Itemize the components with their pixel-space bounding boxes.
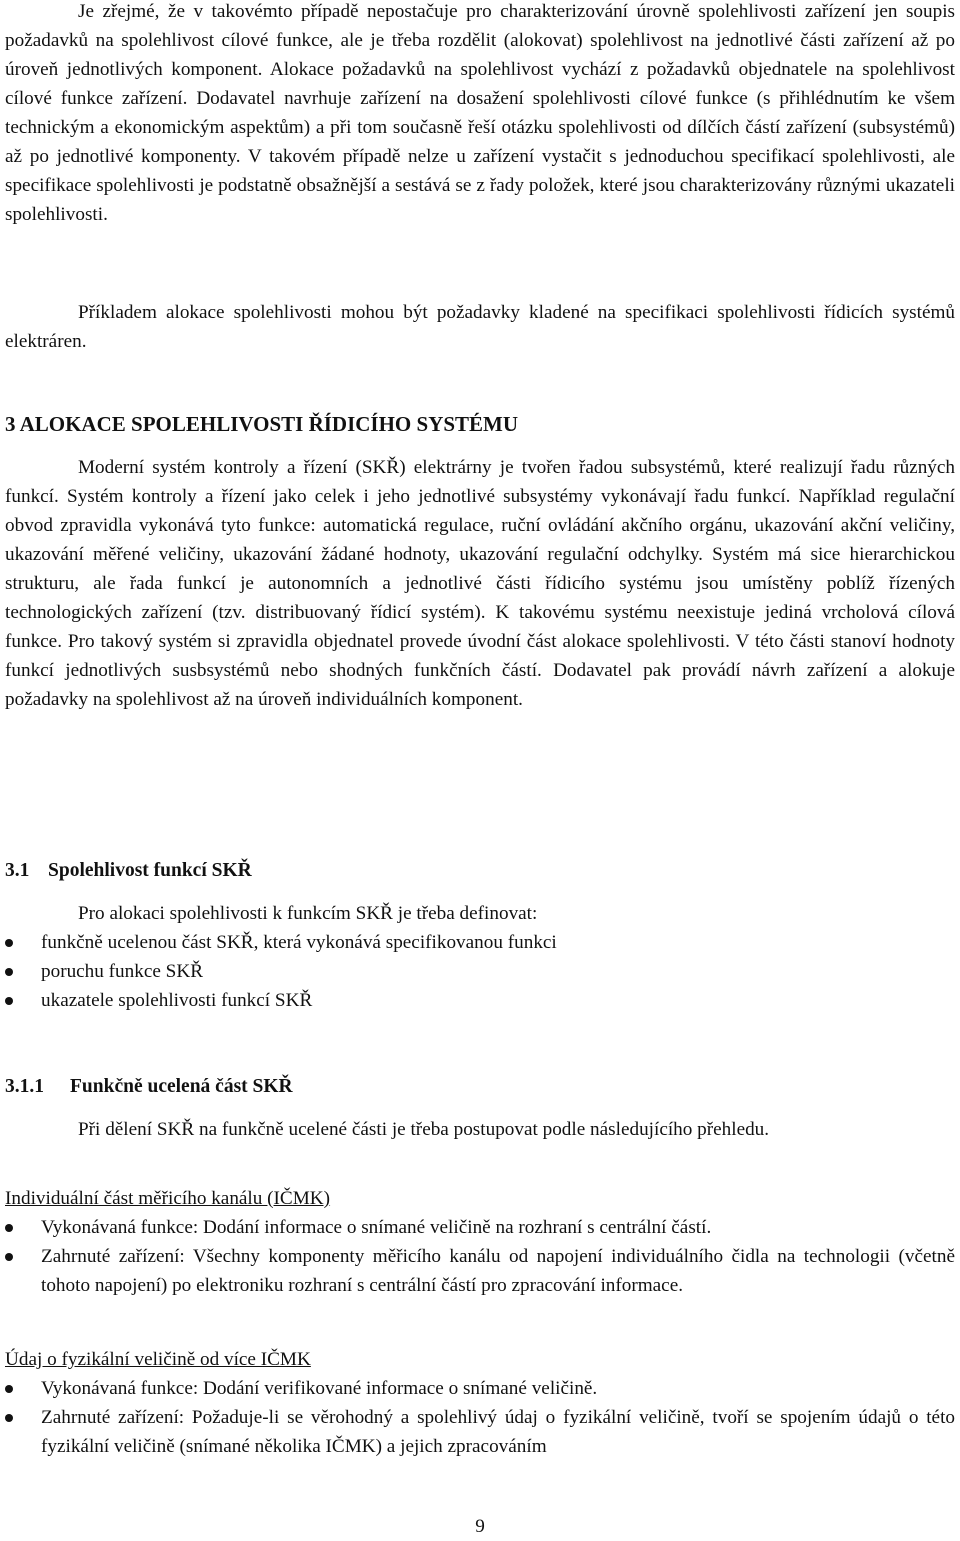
section-number: 3.1.1 [5,1076,44,1097]
bullet-icon [5,968,13,976]
group-list [5,1374,955,1461]
section-number: 3.1 [5,860,30,881]
list-item: Zahrnuté zařízení: Všechny komponenty měřicího kanálu od napojení individuálního čidla na technologii (včetně tohoto napojení) po elektroniku rozhraní s centrální částí pro zpracování informace. [5,1242,955,1300]
bullet-icon [5,939,13,947]
subheading: Individuální část měřicího kanálu (IČMK) [5,1188,331,1209]
subheading: Údaj o fyzikální veličině od více IČMK [5,1349,311,1370]
bullet-icon [5,1253,13,1261]
list-item: funkčně ucelenou část SKŘ, která vykonává specifikovanou funkci [5,928,955,957]
bullet-icon [5,1385,13,1393]
bullet-icon [5,997,13,1005]
list-item: Zahrnuté zařízení: Požaduje-li se věrohodný a spolehlivý údaj o fyzikální veličině, tvoří se spojením údajů o této fyzikální veličině (snímané několika IČMK) a jejich zpracováním [5,1403,955,1461]
list-item: Vykonávaná funkce: Dodání informace o snímané veličině na rozhraní s centrální částí. [5,1213,955,1242]
list-item: ukazatele spolehlivosti funkcí SKŘ [5,986,955,1015]
group-list [5,1213,955,1300]
section-3-1-intro: Pro alokaci spolehlivosti k funkcím SKŘ je třeba definovat: [78,903,538,924]
section-3-heading: 3 ALOKACE SPOLEHLIVOSTI ŘÍDICÍHO SYSTÉMU [5,412,519,436]
section-3-paragraph: Moderní systém kontroly a řízení (SKŘ) elektrárny je tvořen řadou subsystémů, které realizují řadu různých funkcí. Systém kontroly a řízení jako celek i jeho jednotlivé subsystémy vykonávají řadu funkcí. Například regulační obvod zpravidla vykonává tyto funkce: automatická regulace, ruční ovládání akčního orgánu, ukazování akční veličiny, ukazování měřené veličiny, ukazování žádané hodnoty, ukazování regulační odchylky. Systém má sice hierarchickou strukturu, ale řada funkcí je autonomních a jednotlivé části řídicího systému jsou umístěny poblíž řízených technologických zařízení (tzv. distribuovaný řídicí systém). K takovému systému neexistuje jediná vrcholová cílová funkce. Pro takový systém si zpravidla objednatel provede úvodní část alokace spolehlivosti. V této části stanoví hodnoty funkcí jednotlivých susbsystémů nebo shodných funkčních částí. Dodavatel pak provádí návrh zařízení a alokuje požadavky na spolehlivost až na úroveň individuálních komponent. [5,457,955,710]
bullet-icon [5,1224,13,1232]
section-3-1-heading [5,856,252,885]
intro-paragraph-2: Příkladem alokace spolehlivosti mohou být požadavky kladené na specifikaci spolehlivosti řídicích systémů elektráren. [5,302,955,352]
bullet-icon [5,1414,13,1422]
group-icmk [5,1184,955,1300]
page-number: 9 [475,1516,485,1537]
section-3-1-1-intro: Při dělení SKŘ na funkčně ucelené části je třeba postupovat podle následujícího přehledu. [78,1119,770,1140]
group-multi-icmk [5,1345,955,1461]
list-item: poruchu funkce SKŘ [5,957,955,986]
section-3-1-list [5,928,955,1015]
section-3-1-1-heading [5,1072,293,1101]
list-item: Vykonávaná funkce: Dodání verifikované informace o snímané veličině. [5,1374,955,1403]
section-title: Funkčně ucelená část SKŘ [70,1076,293,1097]
section-title: Spolehlivost funkcí SKŘ [48,860,252,881]
intro-paragraph-1: Je zřejmé, že v takovémto případě nepostačuje pro charakterizování úrovně spolehlivosti zařízení jen soupis požadavků na spolehlivost cílové funkce, ale je třeba rozdělit (alokovat) spolehlivost na jednotlivé části zařízení až po úroveň jednotlivých komponent. Alokace požadavků na spolehlivost vychází z požadavků objednatele na spolehlivost cílové funkce zařízení. Dodavatel navrhuje zařízení na dosažení spolehlivosti cílové funkce (s přihlédnutím ke všem technickým a ekonomickým aspektům) a při tom současně řeší otázku spolehlivosti od dílčích částí zařízení (subsystémů) až po jednotlivé komponenty. V takovém případě nelze u zařízení vystačit s jednoduchou specifikací spolehlivosti, ale specifikace spolehlivosti je podstatně obsažnější a sestává se z řady položek, které jsou charakterizovány různými ukazateli spolehlivosti. [5,1,955,225]
